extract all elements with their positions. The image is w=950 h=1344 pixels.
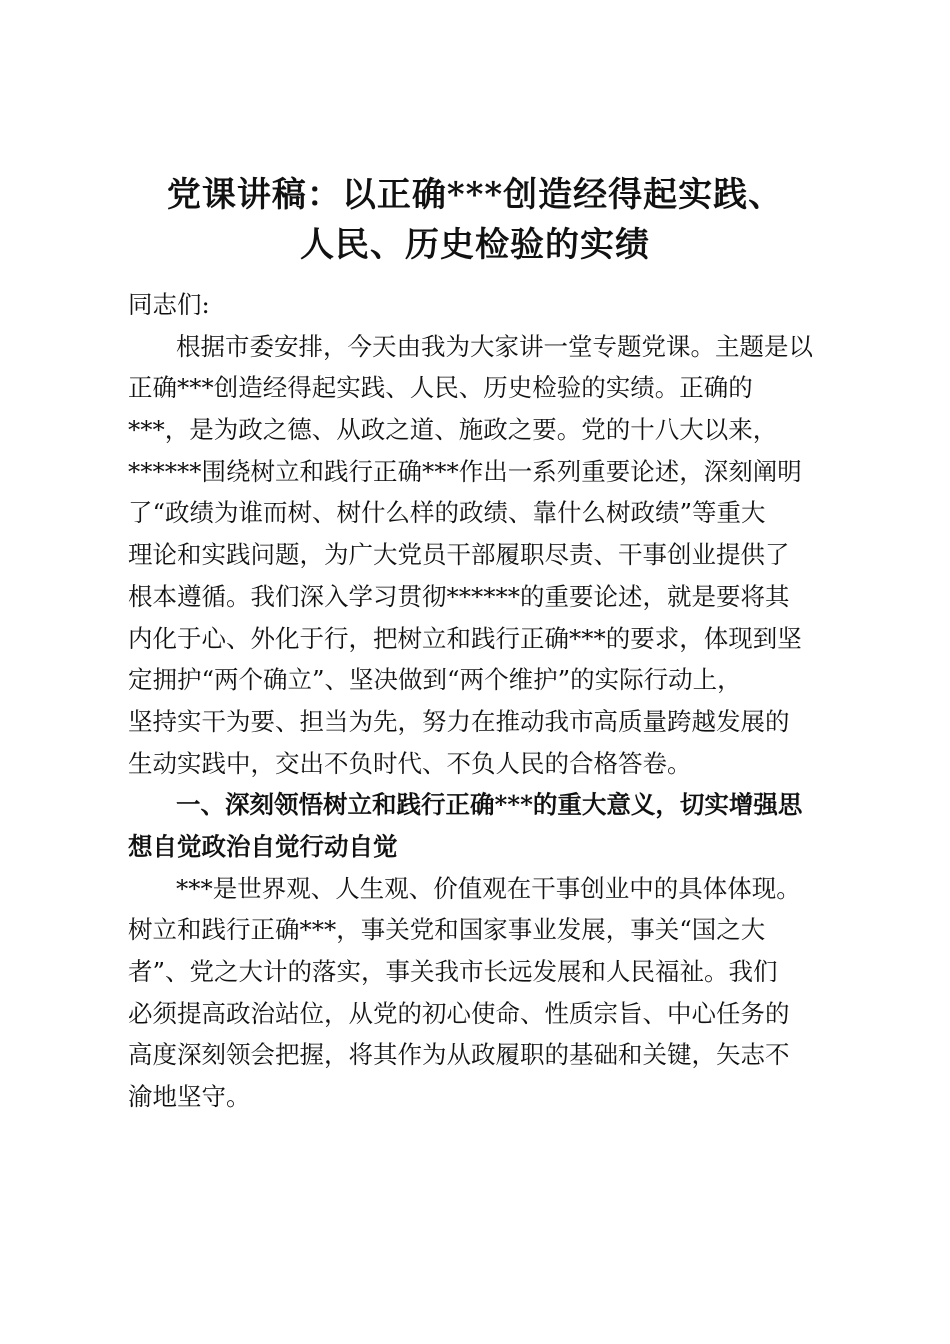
paragraph-line: ******围绕树立和践行正确***作出一系列重要论述，深刻阐明 (128, 456, 802, 486)
paragraph-line: 高度深刻领会把握，将其作为从政履职的基础和关键，矢志不 (128, 1040, 790, 1070)
heading-line: 一、深刻领悟树立和践行正确***的重大意义，切实增强思 (176, 790, 803, 820)
title-line: 人民、历史检验的实绩 (300, 225, 650, 265)
paragraph-section-1 (128, 868, 828, 1118)
title-line: 党课讲稿：以正确***创造经得起实践、 (166, 175, 784, 215)
paragraph-line: 者”、党之大计的落实，事关我市长远发展和人民福祉。我们 (128, 957, 778, 986)
paragraph-line: 根据市委安排，今天由我为大家讲一堂专题党课。主题是以 (176, 331, 813, 361)
salutation: 同志们: (128, 290, 210, 319)
paragraph-line: 根本遵循。我们深入学习贯彻******的重要论述，就是要将其 (128, 581, 790, 611)
paragraph-line: 定拥护“两个确立”、坚决做到“两个维护”的实际行动上， (128, 665, 742, 695)
paragraph-line: 生动实践中，交出不负时代、不负人民的合格答卷。 (128, 748, 692, 778)
paragraph-line: 必须提高政治站位，从党的初心使命、性质宗旨、中心任务的 (128, 998, 790, 1028)
heading-line: 想自觉政治自觉行动自觉 (128, 831, 398, 861)
paragraph-line: ***，是为政之德、从政之道、施政之要。党的十八大以来， (128, 415, 778, 445)
paragraph-line: ***是世界观、人生观、价值观在干事创业中的具体体现。 (176, 873, 801, 903)
paragraph-line: 理论和实践问题，为广大党员干部履职尽责、干事创业提供了 (128, 540, 790, 570)
paragraph-intro (128, 326, 828, 785)
paragraph-line: 树立和践行正确***，事关党和国家事业发展，事关“国之大 (128, 915, 766, 945)
paragraph-line: 渝地坚守。 (128, 1082, 251, 1112)
paragraph-line: 内化于心、外化于行，把树立和践行正确***的要求，体现到坚 (128, 623, 802, 653)
paragraph-line: 了“政绩为谁而树、树什么样的政绩、靠什么树政绩”等重大 (128, 498, 766, 528)
document-title (100, 170, 850, 270)
section-heading-1 (128, 784, 828, 867)
paragraph-line: 正确***创造经得起实践、人民、历史检验的实绩。正确的 (128, 373, 753, 403)
paragraph-line: 坚持实干为要、担当为先，努力在推动我市高质量跨越发展的 (128, 706, 790, 736)
document-body (128, 284, 828, 1118)
